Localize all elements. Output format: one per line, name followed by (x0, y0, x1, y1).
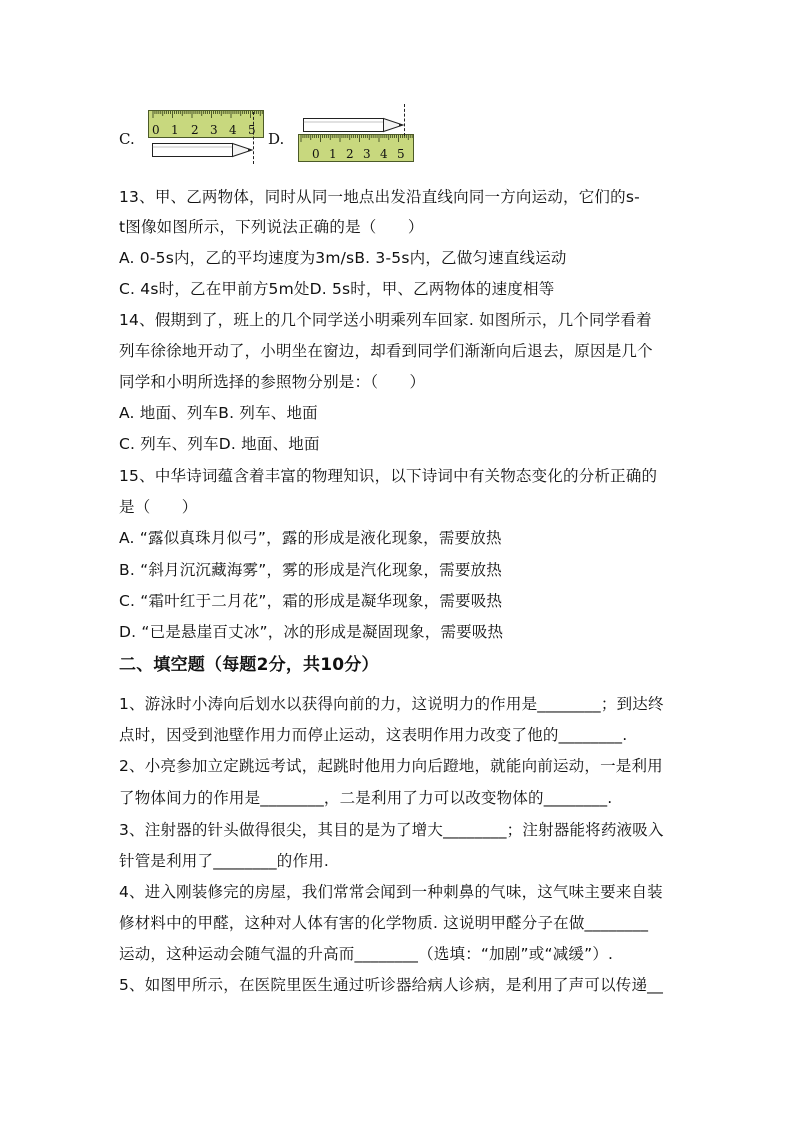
ruler-d-number: 2 (346, 147, 354, 161)
ruler-d-number: 4 (380, 147, 388, 161)
question-15-option-a: A. “露似真珠月似弓”，露的形成是液化现象，需要放热 (119, 529, 502, 547)
section-heading-fill-in: 二、填空题（每题2分，共10分） (119, 655, 379, 675)
option-c-label: C. (119, 130, 135, 148)
question-15-option-d: D. “已是悬崖百丈冰”，冰的形成是凝固现象，需要吸热 (119, 623, 504, 641)
fill-4-line-2: 修材料中的甲醛，这种对人体有害的化学物质. 这说明甲醛分子在做________ (119, 914, 649, 932)
question-14-options-ab: A. 地面、列车B. 列车、地面 (119, 404, 318, 422)
fill-2-line-1: 2、小亮参加立定跳远考试，起跳时他用力向后蹬地，就能向前运动，一是利用 (119, 757, 663, 775)
ruler-d (298, 134, 414, 162)
option-d-label: D. (268, 130, 285, 148)
question-14-options-cd: C. 列车、列车D. 地面、地面 (119, 435, 320, 453)
question-15-line-1: 15、中华诗词蕴含着丰富的物理知识，以下诗词中有关物态变化的分析正确的 (119, 467, 658, 485)
dashed-guide-d (404, 104, 405, 136)
ruler-c-number: 4 (229, 123, 237, 137)
ruler-c-number: 3 (210, 123, 218, 137)
question-13-options-ab: A. 0-5s内，乙的平均速度为3m/sB. 3-5s内，乙做匀速直线运动 (119, 249, 567, 267)
ruler-c-number: 2 (191, 123, 199, 137)
fill-3-line-1: 3、注射器的针头做得很尖，其目的是为了增大________；注射器能将药液吸入 (119, 821, 664, 839)
fill-4-line-1: 4、进入刚装修完的房屋，我们常常会闻到一种刺鼻的气味，这气味主要来自装 (119, 883, 663, 901)
ruler-d-ticks (299, 135, 413, 142)
ruler-c-number: 1 (171, 123, 179, 137)
ruler-c (148, 110, 264, 138)
question-14-line-2: 列车徐徐地开动了，小明坐在窗边，却看到同学们渐渐向后退去，原因是几个 (119, 342, 653, 360)
question-14-line-3: 同学和小明所选择的参照物分别是：（ ） (119, 373, 426, 391)
fill-4-line-3: 运动，这种运动会随气温的升高而________（选填：“加剧”或“减缓”）. (119, 945, 614, 963)
ruler-c-number: 0 (152, 123, 160, 137)
question-13-options-cd: C. 4s时，乙在甲前方5m处D. 5s时，甲、乙两物体的速度相等 (119, 280, 555, 298)
ruler-d-number: 5 (397, 147, 405, 161)
fill-1-line-2: 点时，因受到池壁作用力而停止运动，这表明作用力改变了他的________. (119, 726, 628, 744)
ruler-c-ticks (149, 111, 263, 118)
question-13-line-2: t图像如图所示，下列说法正确的是（ ） (119, 218, 424, 236)
pencil-c (152, 142, 258, 158)
question-15-line-2: 是（ ） (119, 498, 198, 516)
fill-3-line-2: 针管是利用了________的作用. (119, 852, 330, 870)
fill-1-line-1: 1、游泳时小涛向后划水以获得向前的力，这说明力的作用是________；到达终 (119, 695, 664, 713)
question-15-option-c: C. “霜叶红于二月花”，霜的形成是凝华现象，需要吸热 (119, 592, 503, 610)
fill-2-line-2: 了物体间力的作用是________，二是利用了力可以改变物体的________. (119, 789, 613, 807)
dashed-guide-c (253, 112, 254, 164)
fill-5-line-1: 5、如图甲所示，在医院里医生通过听诊器给病人诊病，是利用了声可以传递__ (119, 976, 664, 994)
ruler-d-number: 3 (363, 147, 371, 161)
question-13-line-1: 13、甲、乙两物体，同时从同一地点出发沿直线向同一方向运动，它们的s- (119, 188, 640, 206)
ruler-d-number: 1 (329, 147, 337, 161)
question-15-option-b: B. “斜月沉沉藏海雾”，雾的形成是汽化现象，需要放热 (119, 561, 502, 579)
ruler-c-number: 5 (248, 123, 256, 137)
pencil-d (303, 117, 409, 133)
question-14-line-1: 14、假期到了，班上的几个同学送小明乘列车回家. 如图所示，几个同学看着 (119, 311, 652, 329)
ruler-d-number: 0 (312, 147, 320, 161)
